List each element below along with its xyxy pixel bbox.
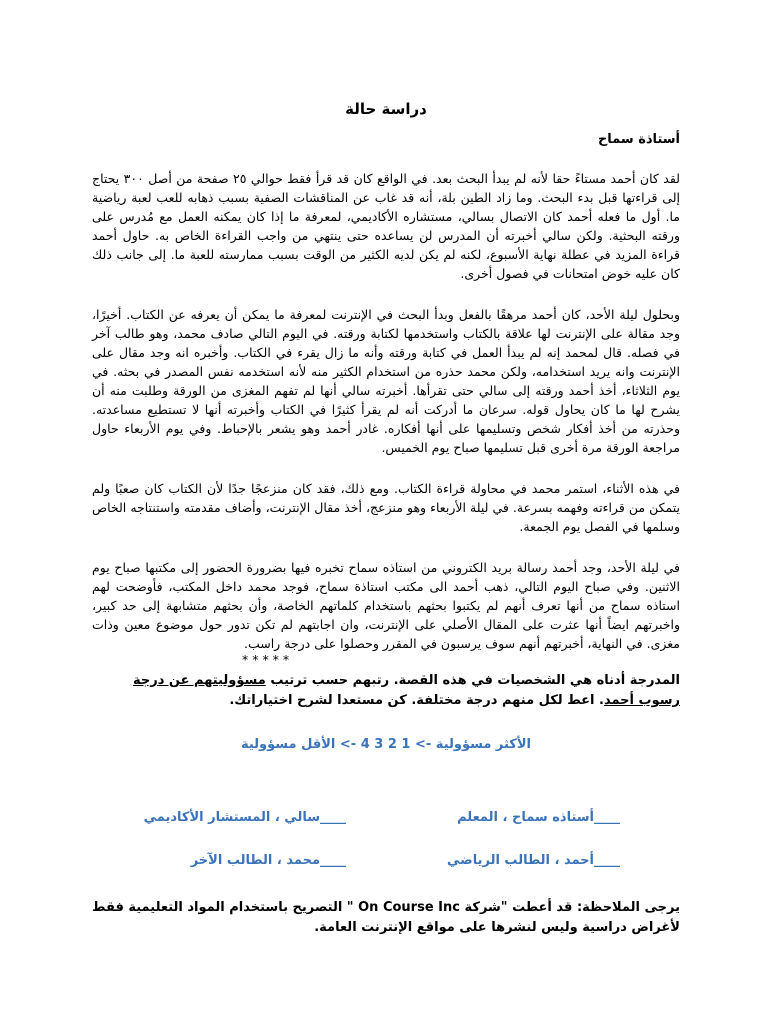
character-choices	[92, 810, 680, 868]
instruction-text-2: . اعط لكل منهم درجة مختلفة. كن مستعدا لشرح اختياراتك.	[229, 693, 604, 708]
choice-teacher-samah[interactable]: ____أستاذه سماح ، المعلم	[457, 810, 620, 825]
document-title: دراسة حالة	[345, 100, 427, 118]
story-paragraph-1: لقد كان أحمد مستاءً حقا لأنه لم يبدأ البحث بعد. في الواقع كان قد قرأ فقط حوالي ٢٥ صفحة من أصل ٣٠٠ يحتاج إلى قراءتها قبل بدء البحث. وما زاد الطين بلة، أنه قد غاب عن المناقشات الصفية بسبب ذهابه للعب لعبة رياضية ما. أول ما فعله أحمد كان الاتصال بسالي، مستشاره الأكاديمي، لمعرفة ما إذا كان يمكنه العمل مع مُدرس على ورقته البحثية. ولكن سالي أخبرته أن المدرس لن يساعده حتى ينتهي من واجب القراءة الخاص به. حاول أحمد قراءة المزيد في عطلة نهاية الأسبوع، لكنه لم يكن لديه الكثير من الوقت بسبب ممارسته للعبة ما. إلى جانب ذلك كان عليه خوض امتحانات في فصول أخرى.	[92, 171, 680, 281]
choice-student-ahmed[interactable]: ____أحمد ، الطالب الرياضي	[447, 853, 620, 868]
story-paragraph-2: وبحلول ليلة الأحد، كان أحمد مرهقًا بالفعل وبدأ البحث في الإنترنت لمعرفة ما يمكن أن يعرفه عن الكتاب. أخيرًا، وجد مقالة على الإنترنت لها علاقة بالكتاب واستخدمها لكتابة ورقته. في اليوم التالي صادف محمد، وهو طالب آخر في فصله. قال لمحمد إنه لم يبدأ العمل في كتابة ورقته وأنه ما زال يقرء في الكتاب. وأخبره انه وجد مقال على الإنترنت وانه يريد استخدامه، ولكن محمد حذره من استخدام الكثير منه لأنه استخدمه نفس المصدر في بحثه. في يوم الثلاثاء، أخذ أحمد ورقته إلى سالي حتى تقرأها. أخبرته سالي أنها لم تفهم المغزى من الورقة وطلبت منه أن يشرح لها ما كان يحاول قوله. سرعان ما أدركت أنه لم يقرأ كثيرًا في الكتاب وأخبرته أنها لا تستطيع مساعدته. وحذرته من أخذ أفكار شخص وتسليمها على أنها أفكاره. غادر أحمد وهو يشعر بالإحباط. وفي يوم الأربعاء حاول مراجعة الورقة مرة أخرى قبل تسليمها صباح يوم الخميس.	[92, 307, 680, 455]
choice-student-mohammed[interactable]: ____محمد ، الطالب الآخر	[190, 853, 346, 868]
instruction-text-1: المدرجة أدناه هي الشخصيات في هذه القصة. رتبهم حسب ترتيب	[265, 673, 680, 688]
ranking-instruction	[92, 671, 680, 711]
story-paragraph-3: في هذه الأثناء، استمر محمد في محاولة قراءة الكتاب. ومع ذلك، فقد كان منزعجًا جدًا لأن الكتاب كان صعبًا ولم يتمكن من قراءته وفهمه بسرعة. في ليلة الأربعاء وهو منزعج، أخذ مقال الإنترنت، وأضاف مقدمته واستنتاجه الخاص وسلمها في الفصل يوم الجمعة.	[92, 481, 680, 534]
choice-advisor-sally[interactable]: ____سالي ، المستشار الأكاديمي	[143, 810, 346, 825]
instruction-underlined: مسؤوليتهم عن درجة رسوب أحمد	[132, 673, 680, 708]
responsibility-scale: الأكثر مسؤولية -> 1 2 3 4 -> الأقل مسؤولية	[240, 737, 532, 752]
copyright-note: يرجى الملاحظة: قد أعطت "شركة On Course Inc " التصريح باستخدام المواد التعليمية فقط لأغراض دراسية وليس لنشرها على مواقع الإنترنت العامة.	[92, 900, 680, 935]
story-paragraph-4: في ليلة الأحد، وجد أحمد رسالة بريد الكتروني من استاذه سماح تخبره فيها بضرورة الحضور إلى مكتبها صباح يوم الاثنين. وفي صباح اليوم التالي، ذهب أحمد الى مكتب استاذة سماح، فوجد محمد داخل المكتب، فأوضحت لهم استاذه سماح من أنها تعرف أنهم لم يكتبوا بحثهم باستخدام كلماتهم الخاصة، وأن بحثهم متشابهة إلى حد كبير، واخبرتهم ايضاً أنها عثرت على المقال الأصلي على الإنترنت، وان اجابتهم لم تكن تدور حول موضوع معين وذات مغزى. في النهاية، أخبرتهم أنهم سوف يرسبون في المقرر وحصلوا على درجة راسب.	[92, 560, 680, 651]
author-name: أستاذة سماح	[597, 132, 680, 147]
section-separator: * * * * *	[242, 652, 290, 667]
